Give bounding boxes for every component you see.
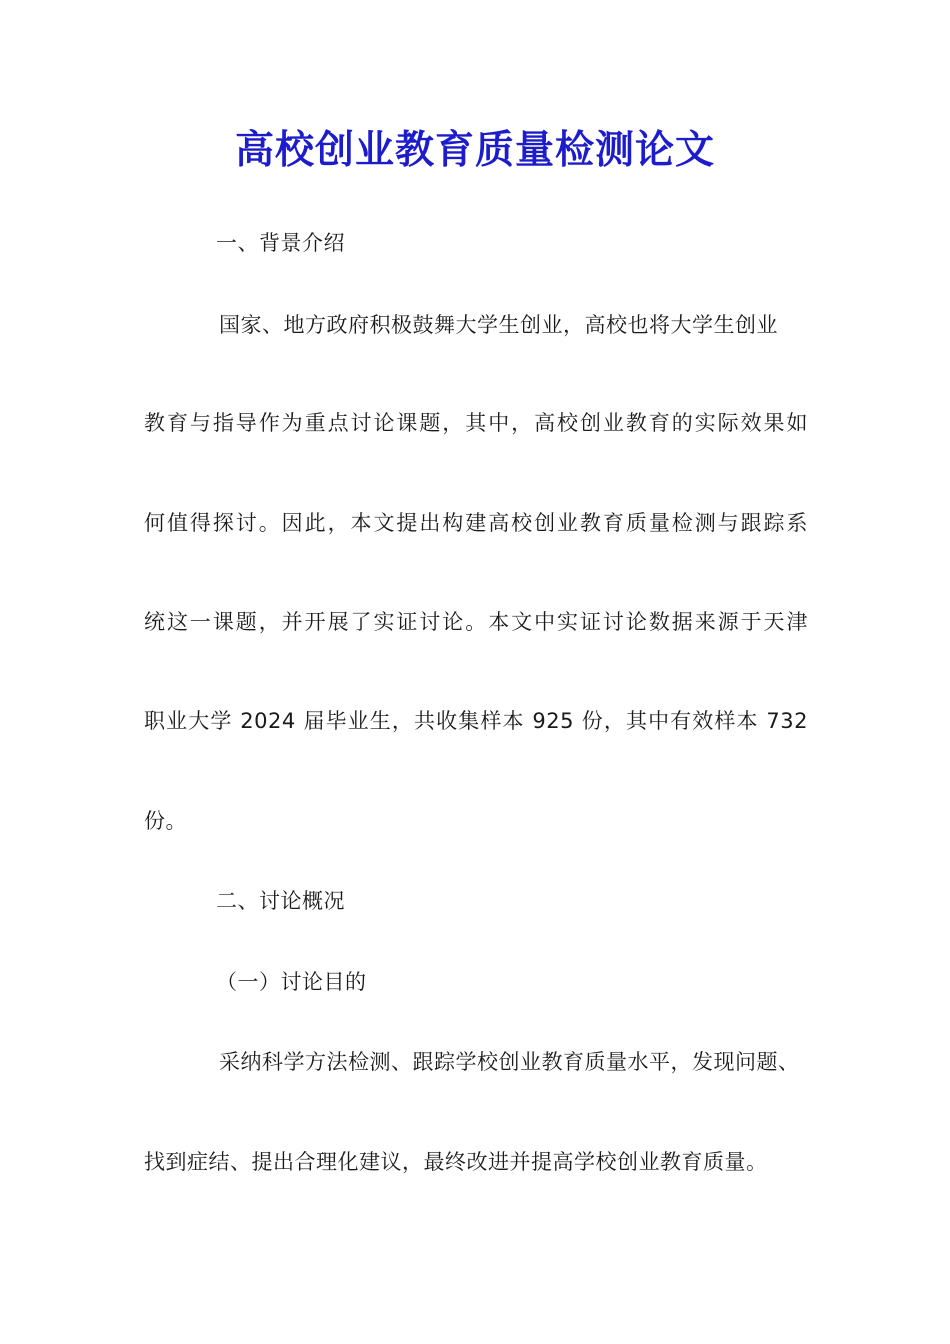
paragraph-line: 统这一课题，并开展了实证讨论。本文中实证讨论数据来源于天津 — [144, 610, 808, 634]
section-heading-overview: 二、讨论概况 — [216, 889, 345, 913]
section-heading-background: 一、背景介绍 — [216, 231, 345, 255]
subsection-heading-purpose: （一）讨论目的 — [216, 970, 367, 994]
paragraph-line: 职业大学 2024 届毕业生，共收集样本 925 份，其中有效样本 732 — [144, 709, 808, 733]
paragraph-line: 教育与指导作为重点讨论课题，其中，高校创业教育的实际效果如 — [144, 411, 808, 435]
paragraph-line: 何值得探讨。因此，本文提出构建高校创业教育质量检测与跟踪系 — [144, 511, 808, 535]
paragraph-line: 找到症结、提出合理化建议，最终改进并提高学校创业教育质量。 — [144, 1150, 768, 1174]
paragraph-line: 采纳科学方法检测、跟踪学校创业教育质量水平，发现问题、 — [219, 1050, 800, 1074]
document-title: 高校创业教育质量检测论文 — [234, 127, 715, 173]
paragraph-line: 份。 — [144, 809, 187, 833]
paragraph-line: 国家、地方政府积极鼓舞大学生创业，高校也将大学生创业 — [219, 313, 778, 337]
